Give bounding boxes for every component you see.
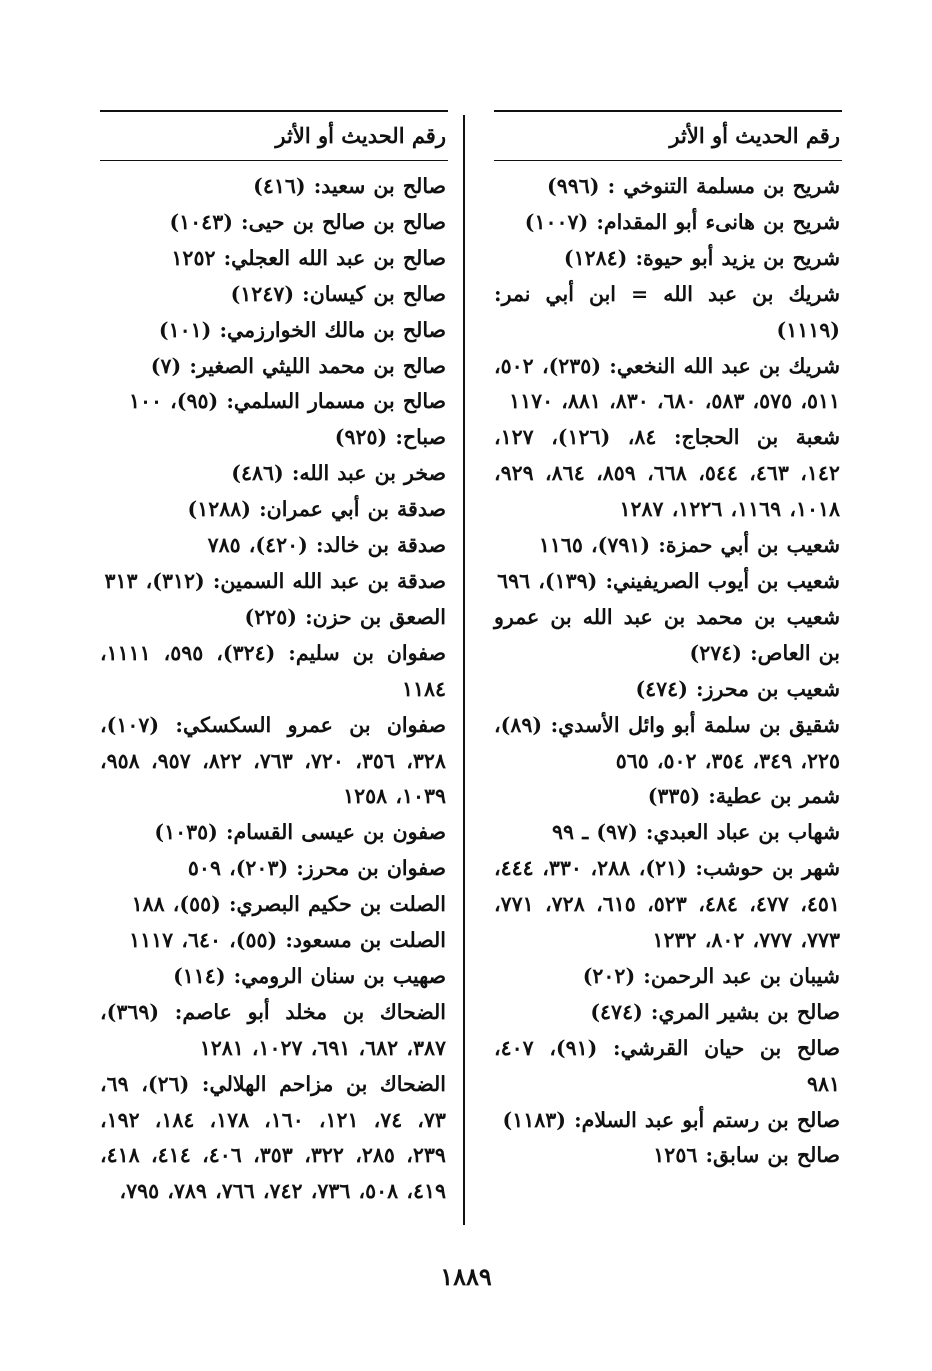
index-entry: شريح بن مسلمة التنوخي : (٩٩٦) (547, 174, 840, 198)
index-entry: الصلت بن مسعود: (٥٥)، ٦٤٠، ١١١٧ (129, 928, 446, 953)
index-entry: شريح بن يزيد أبو حيوة: (١٢٨٤) (563, 245, 840, 270)
index-entry: صفون بن عيسى القسام: (١٠٣٥) (154, 820, 446, 845)
index-entry: شريح بن هانىء أبو المقدام: (١٠٠٧) (524, 209, 840, 234)
index-entry: شعيب بن أيوب الصريفيني: (١٣٩)، ٦٩٦ (497, 568, 840, 593)
index-entry: شريك بن عبد الله النخعي: (٢٣٥)، ٥٠٢، ٥١١، ٥٧٥، ٥٨٣، ٦٨٠، ٨٣٠، ٨٨١، ١١٧٠ (494, 353, 841, 414)
index-entry: صالح بن صالح بن حيى: (١٠٤٣) (169, 209, 446, 234)
entry-list (100, 169, 448, 1210)
index-entry: شمر بن عطية: (٣٣٥) (647, 784, 840, 809)
column-header: رقم الحديث أو الأثر (100, 110, 448, 161)
index-entry: شعيب بن محرز: (٤٧٤) (635, 676, 840, 701)
index-entry: صدقة بن عبد الله السمين: (٣١٢)، ٣١٣ (104, 568, 446, 593)
index-column-left (100, 110, 448, 1210)
column-header: رقم الحديث أو الأثر (494, 110, 842, 161)
index-entry: صالح بن مسمار السلمي: (٩٥)، ١٠٠ (128, 389, 446, 414)
index-entry: شيبان بن عبد الرحمن: (٢٠٢) (582, 963, 840, 988)
index-entry: صالح بن سابق: ١٢٥٦ (653, 1143, 840, 1168)
entry-list (494, 169, 842, 1174)
index-entry: صالح بن سعيد: (٤١٦) (253, 174, 446, 198)
index-entry: شهاب بن عباد العبدي: (٩٧) ـ ٩٩ (552, 820, 840, 845)
index-entry: شعيب بن محمد بن عبد الله بن عمرو بن العاص: (٢٧٤) (494, 604, 840, 665)
column-divider (463, 115, 465, 1225)
index-entry: شعبة بن الحجاج: ٨٤، (١٢٦)، ١٢٧، ١٤٢، ٤٦٣، ٥٤٤، ٦٦٨، ٨٥٩، ٨٦٤، ٩٢٩، ١٠١٨، ١١٦٩، ١٢٢٦، ١٢٨٧ (494, 425, 841, 522)
index-entry: شريك بن عبد الله = ابن أبي نمر: (١١١٩) (494, 281, 840, 342)
index-entry: شقيق بن سلمة أبو وائل الأسدي: (٨٩)، ٢٢٥، ٣٤٩، ٣٥٤، ٥٠٢، ٥٦٥ (494, 712, 840, 773)
index-entry: صالح بن حيان القرشي: (٩١)، ٤٠٧، ٩٨١ (494, 1035, 840, 1096)
index-entry: صالح بن رستم أبو عبد السلام: (١١٨٣) (502, 1107, 840, 1132)
index-entry: الضحاك بن مزاحم الهلالي: (٢٦)، ٦٩، ٧٣، ٧٤، ١٢١، ١٦٠، ١٧٨، ١٨٤، ١٩٢، ٢٣٩، ٢٨٥، ٣٢٢، ٣٥٣، ٤٠٦، ٤١٤، ٤١٨، ٤١٩، ٥٠٨، ٧٣٦، ٧٤٢، ٧٦٦، ٧٨٩، ٧٩٥، (100, 1071, 447, 1204)
index-entry: صالح بن بشير المري: (٤٧٤) (590, 999, 840, 1024)
index-entry: الصلت بن حكيم البصري: (٥٥)، ١٨٨ (131, 892, 446, 917)
index-column-right (494, 110, 842, 1174)
index-entry: شعيب بن أبي حمزة: (٧٩١)، ١١٦٥ (538, 533, 840, 558)
index-entry: شهر بن حوشب: (٢١)، ٢٨٨، ٣٣٠، ٤٤٤، ٤٥١، ٤٧٧، ٤٨٤، ٥٢٣، ٦١٥، ٧٢٨، ٧٧١، ٧٧٣، ٧٧٧، ٨٠٢، ١٢٣٢ (494, 856, 840, 953)
index-entry: صخر بن عبد الله: (٤٨٦) (231, 461, 446, 486)
index-entry: صدقة بن أبي عمران: (١٢٨٨) (187, 497, 446, 522)
index-entry: الصعق بن حزن: (٢٢٥) (244, 604, 446, 629)
index-entry: صالح بن كيسان: (١٢٤٧) (230, 281, 446, 306)
page-number: ١٨٨٩ (440, 1262, 492, 1291)
index-entry: صباح: (٩٢٥) (334, 425, 446, 450)
index-entry: صدقة بن خالد: (٤٢٠)، ٧٨٥ (207, 533, 446, 558)
index-entry: الضحاك بن مخلد أبو عاصم: (٣٦٩)، ٣٨٧، ٦٨٢، ٦٩١، ١٠٢٧، ١٢٨١ (100, 999, 446, 1060)
index-entry: صالح بن عبد الله العجلي: ١٢٥٢ (171, 245, 446, 270)
index-entry: صهيب بن سنان الرومي: (١١٤) (173, 963, 446, 988)
index-entry: صفوان بن سليم: (٣٢٤)، ٥٩٥، ١١١١، ١١٨٤ (100, 640, 446, 701)
index-entry: صفوان بن عمرو السكسكي: (١٠٧)، ٣٢٨، ٣٥٦، ٧٢٠، ٧٦٣، ٨٢٢، ٩٥٧، ٩٥٨، ١٠٣٩، ١٢٥٨ (100, 712, 446, 809)
index-entry: صالح بن محمد الليثي الصغير: (٧) (150, 353, 446, 378)
index-entry: صالح بن مالك الخوارزمي: (١٠١) (158, 317, 446, 342)
index-entry: صفوان بن محرز: (٢٠٣)، ٥٠٩ (187, 856, 446, 881)
